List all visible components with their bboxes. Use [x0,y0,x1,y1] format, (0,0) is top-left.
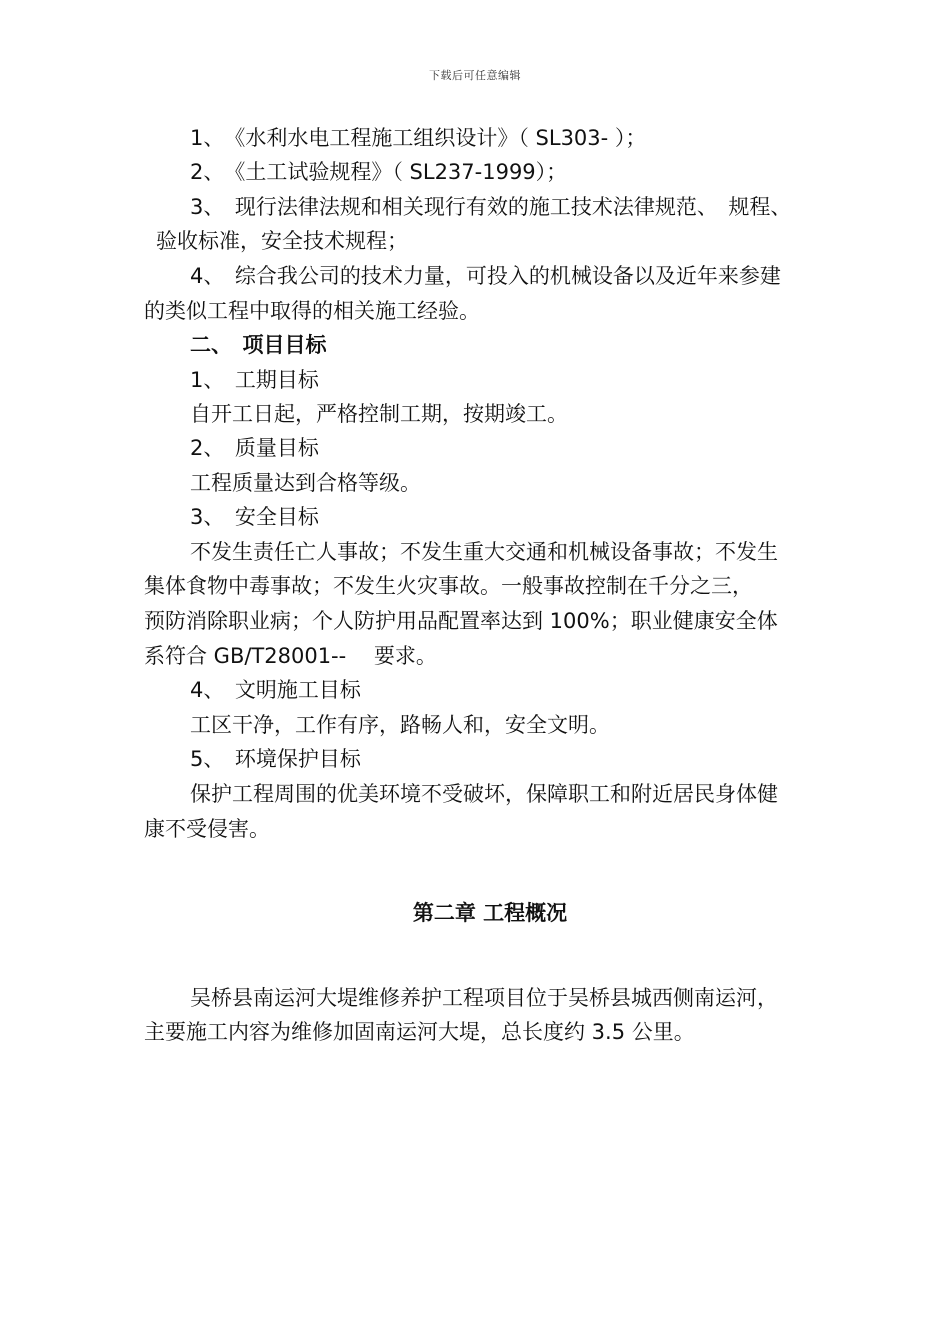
environment-target-text-1: 保护工程周围的优美环境不受破坏，保障职工和附近居民身体健 [190,782,778,806]
overview-text-2: 主要施工内容为维修加固南运河大堤，总长度约 3.5 公里。 [144,1020,695,1044]
environment-target-text-2: 康不受侵害。 [144,817,270,841]
page-header: 下载后可任意编辑 [429,69,521,82]
basis-item-4-cont: 的类似工程中取得的相关施工经验。 [144,299,480,323]
chapter-title: 第二章 工程概况 [412,901,568,925]
overview-text-1: 吴桥县南运河大堤维修养护工程项目位于吴桥县城西侧南运河， [190,986,778,1010]
basis-item-1: 1、 《水利水电工程施工组织设计》（ SL303- ）； [190,126,647,150]
basis-item-4: 4、 综合我公司的技术力量，可投入的机械设备以及近年来参建 [190,264,781,288]
schedule-target-text: 自开工日起，严格控制工期，按期竣工。 [190,402,568,426]
quality-target-text: 工程质量达到合格等级。 [190,471,421,495]
environment-target-heading: 5、 环境保护目标 [190,747,361,771]
basis-item-2: 2、 《土工试验规程》（ SL237-1999）； [190,160,568,184]
basis-item-3-cont: 验收标准，安全技术规程； [156,229,408,253]
safety-target-text-1: 不发生责任亡人事故；不发生重大交通和机械设备事故；不发生 [190,540,778,564]
safety-target-text-2: 集体食物中毒事故；不发生火灾事故。一般事故控制在千分之三， [144,574,753,598]
safety-target-text-3: 预防消除职业病；个人防护用品配置率达到 100%；职业健康安全体 [144,609,778,633]
safety-target-heading: 3、 安全目标 [190,505,319,529]
schedule-target-heading: 1、 工期目标 [190,368,319,392]
safety-target-text-4: 系符合 GB/T28001-- 要求。 [144,644,437,668]
section-heading: 二、 项目目标 [190,333,327,357]
basis-item-3: 3、 现行法律法规和相关现行有效的施工技术法律规范、 规程、 [190,195,792,219]
quality-target-heading: 2、 质量目标 [190,436,319,460]
civilized-target-text: 工区干净，工作有序，路畅人和，安全文明。 [190,713,610,737]
civilized-target-heading: 4、 文明施工目标 [190,678,361,702]
